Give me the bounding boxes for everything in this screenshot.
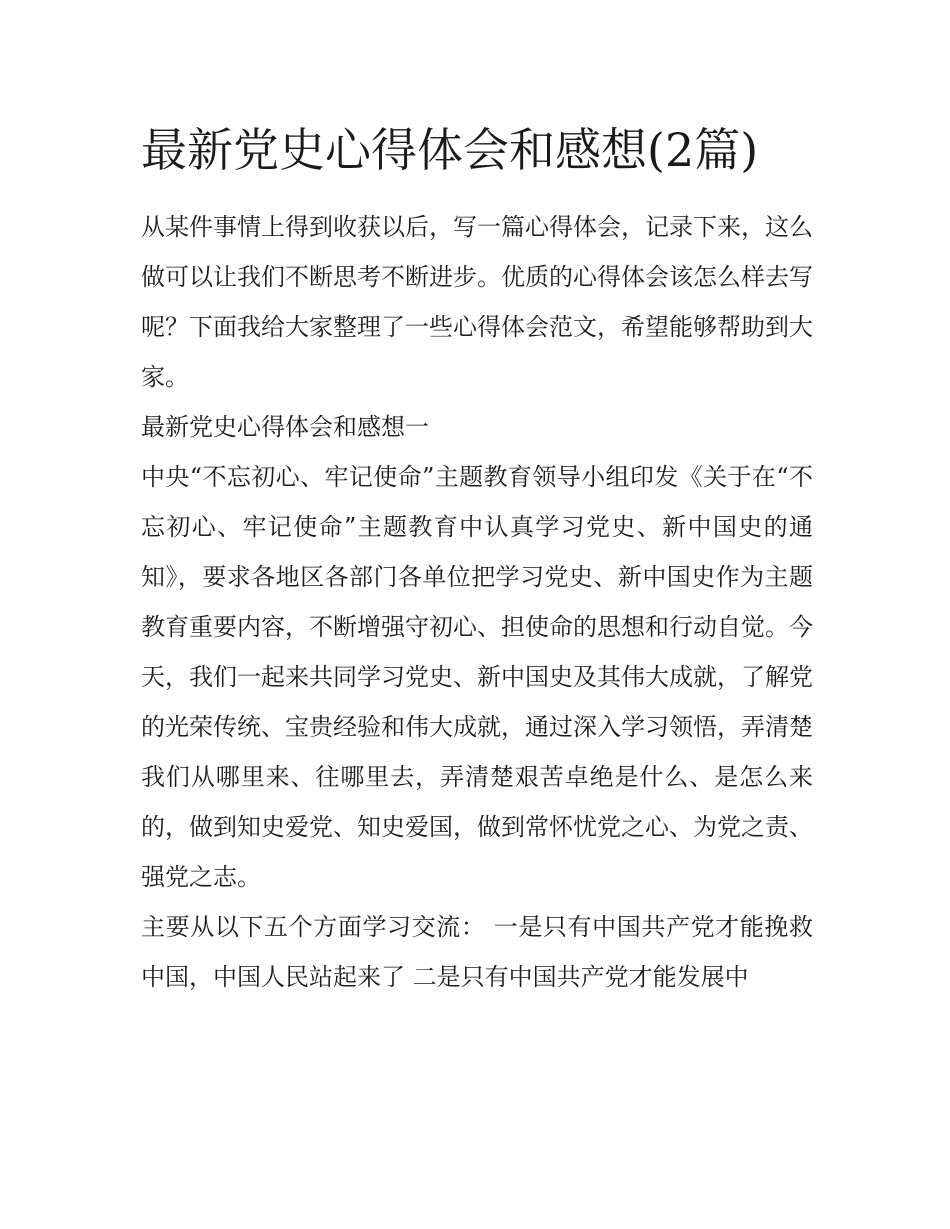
document-title: 最新党史心得体会和感想(2篇) xyxy=(141,123,759,177)
document-body xyxy=(141,112,813,1002)
section-heading: 最新党史心得体会和感想一 xyxy=(141,413,429,441)
body-paragraph: 主要从以下五个方面学习交流： 一是只有中国共产党才能挽救中国，中国人民站起来了 二是只有中国共产党才能发展中 xyxy=(141,913,813,991)
intro-paragraph: 从某件事情上得到收获以后，写一篇心得体会，记录下来，这么做可以让我们不断思考不断进步。优质的心得体会该怎么样去写呢？下面我给大家整理了一些心得体会范文，希望能够帮助到大家。 xyxy=(141,213,813,391)
body-paragraph: 中央“不忘初心、牢记使命”主题教育领导小组印发《关于在“不忘初心、牢记使命”主题教育中认真学习党史、新中国史的通知》，要求各地区各部门各单位把学习党史、新中国史作为主题教育重要内容，不断增强守初心、担使命的思想和行动自觉。今天，我们一起来共同学习党史、新中国史及其伟大成就，了解党的光荣传统、宝贵经验和伟大成就，通过深入学习领悟，弄清楚我们从哪里来、往哪里去，弄清楚艰苦卓绝是什么、是怎么来的，做到知史爱党、知史爱国，做到常怀忧党之心、为党之责、强党之志。 xyxy=(141,463,813,891)
